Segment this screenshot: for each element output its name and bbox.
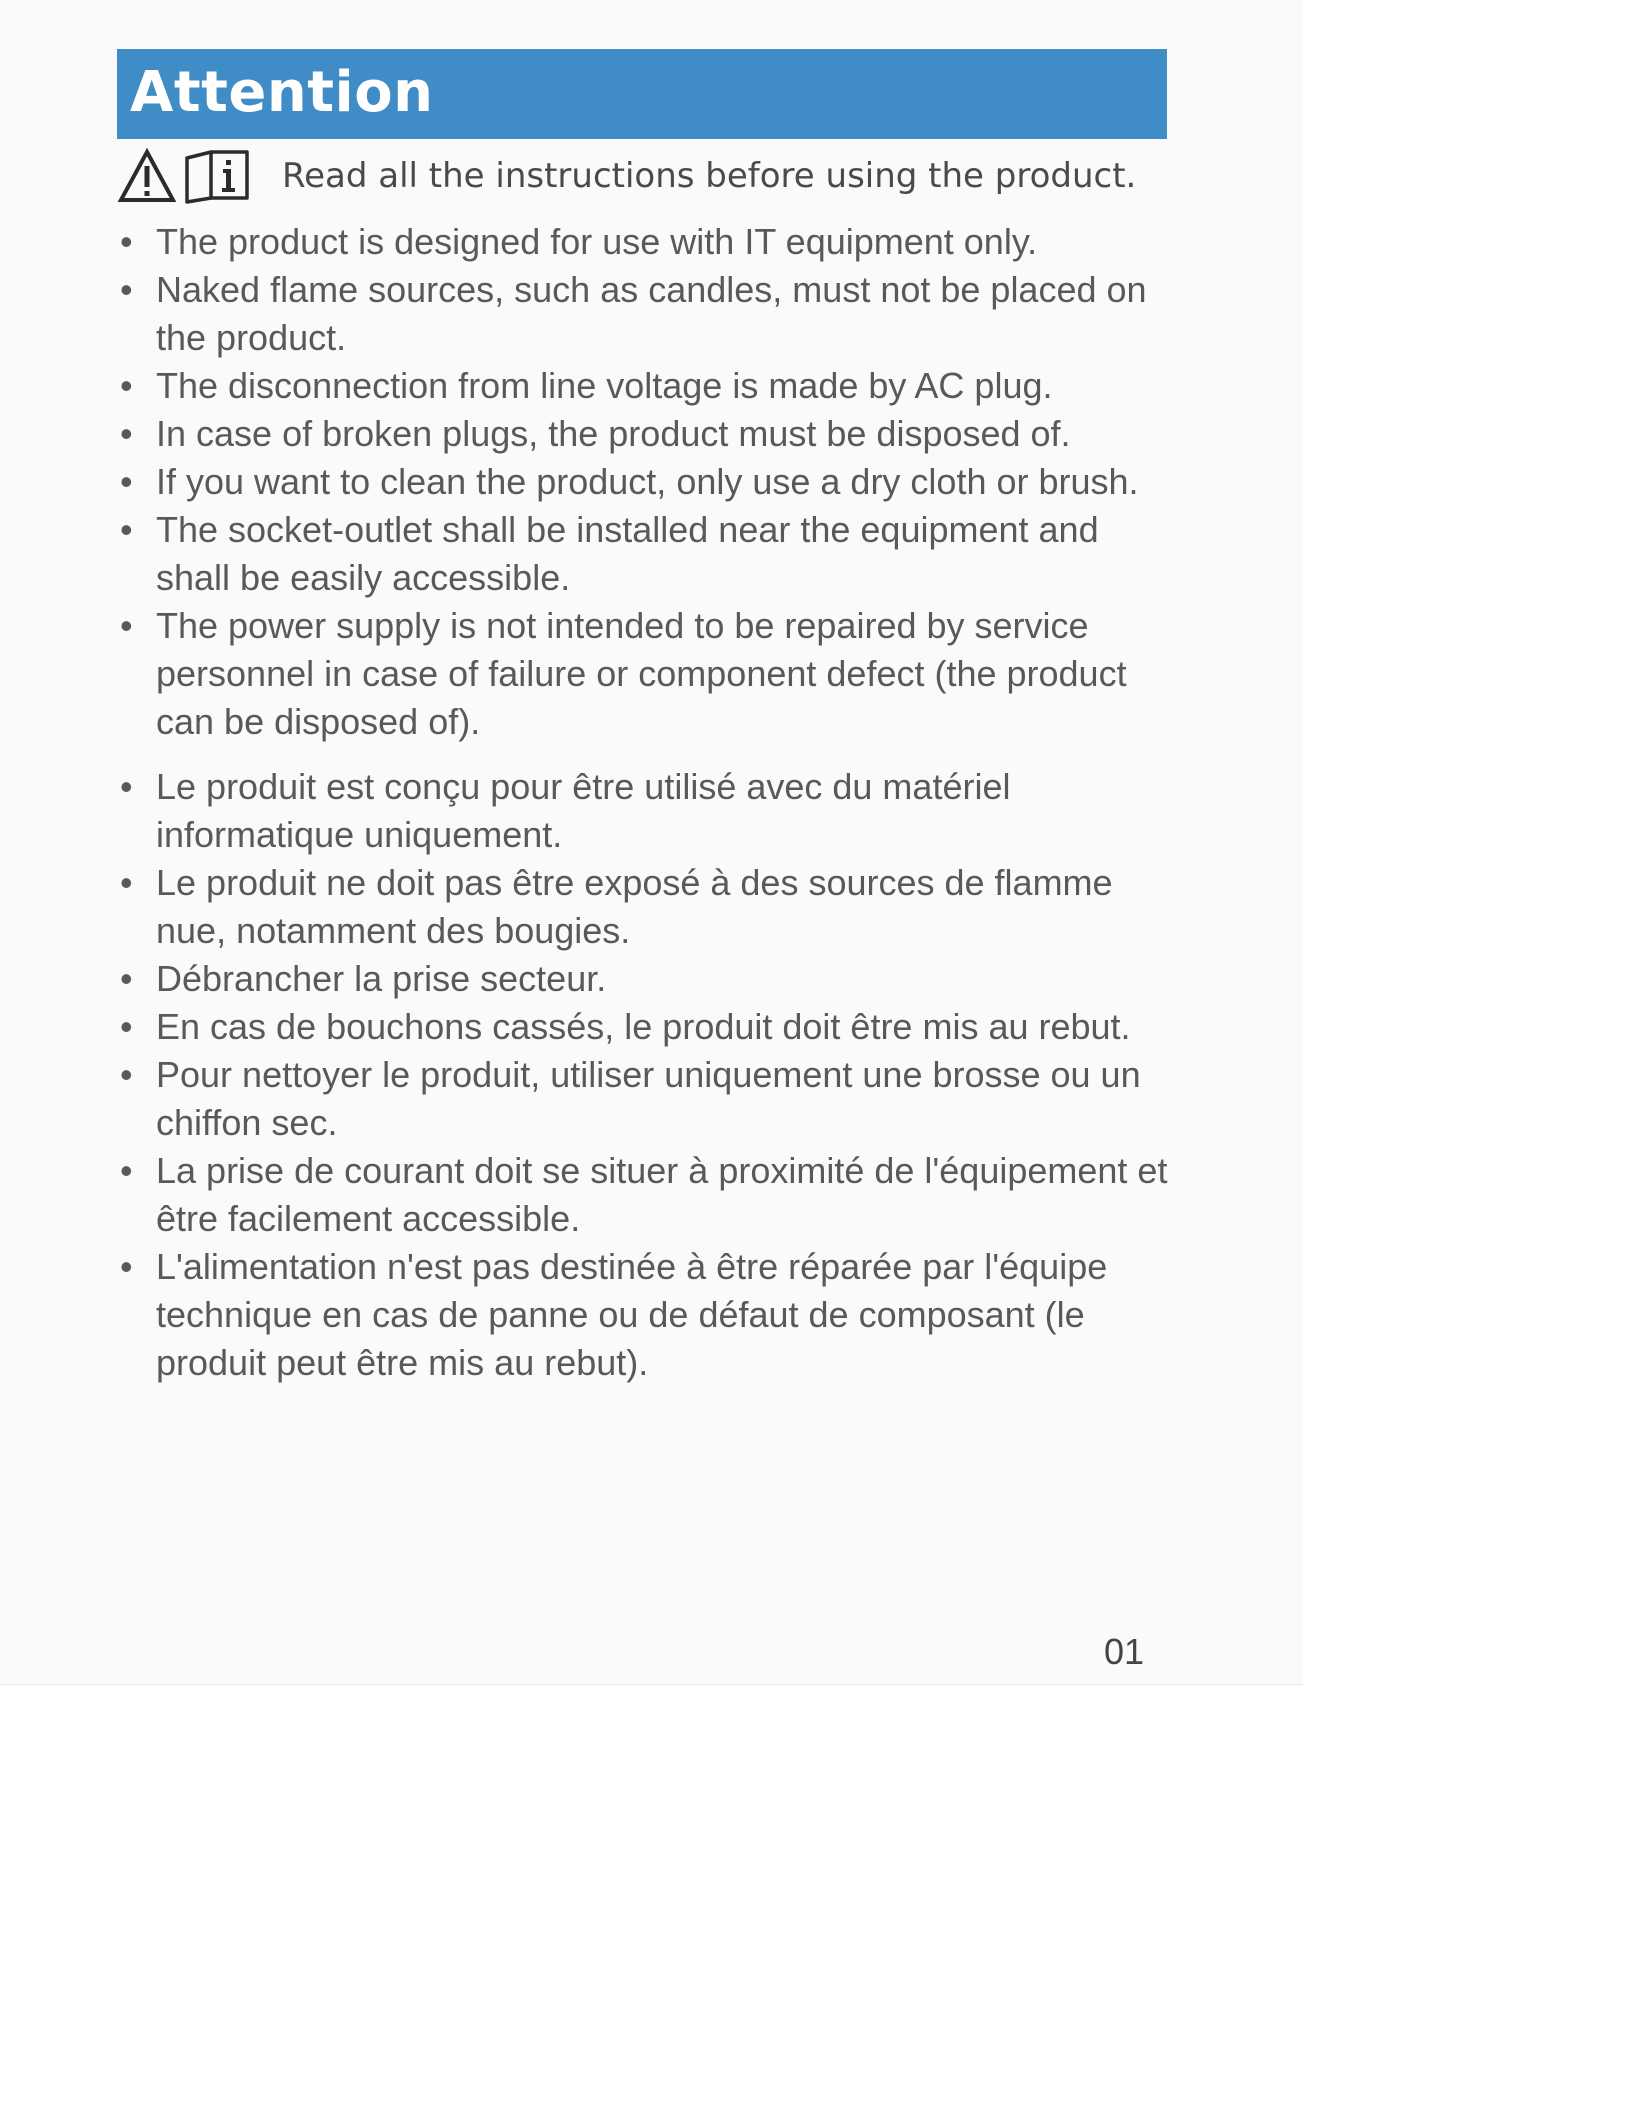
- attention-title: Attention: [130, 60, 434, 125]
- bullet: •: [120, 1006, 133, 1047]
- bullet: •: [120, 862, 133, 903]
- list-item-text: Le produit est conçu pour être utilisé avec du matériel informatique uniquement.: [156, 766, 1011, 855]
- french-safety-list: [117, 763, 1177, 1387]
- read-instructions-notice: [117, 146, 1136, 206]
- bullet: •: [120, 221, 133, 262]
- list-item-text: The power supply is not intended to be repaired by service personnel in case of failure or component defect (the product can be disposed of).: [156, 605, 1127, 742]
- list-item: [117, 458, 1177, 506]
- list-item: [117, 602, 1177, 746]
- list-item: [117, 218, 1177, 266]
- list-item-text: The socket-outlet shall be installed near the equipment and shall be easily accessible.: [156, 509, 1099, 598]
- warning-triangle-icon: [117, 148, 177, 204]
- bullet: •: [120, 269, 133, 310]
- list-item-text: The product is designed for use with IT equipment only.: [156, 221, 1038, 262]
- bullet: •: [120, 605, 133, 646]
- list-item-text: Naked flame sources, such as candles, must not be placed on the product.: [156, 269, 1147, 358]
- list-item: [117, 859, 1177, 955]
- list-item-text: If you want to clean the product, only use a dry cloth or brush.: [156, 461, 1139, 502]
- list-item-text: En cas de bouchons cassés, le produit doit être mis au rebut.: [156, 1006, 1131, 1047]
- list-item-text: Débrancher la prise secteur.: [156, 958, 607, 999]
- list-item-text: L'alimentation n'est pas destinée à être réparée par l'équipe technique en cas de panne ou de défaut de composant (le produit peut être mis au rebut).: [156, 1246, 1108, 1383]
- bullet: •: [120, 958, 133, 999]
- list-item: [117, 506, 1177, 602]
- list-item: [117, 1003, 1177, 1051]
- bullet: •: [120, 413, 133, 454]
- list-item: [117, 410, 1177, 458]
- page-number: 01: [1104, 1631, 1145, 1672]
- list-item-text: Pour nettoyer le produit, utiliser uniquement une brosse ou un chiffon sec.: [156, 1054, 1141, 1143]
- bullet: •: [120, 1054, 133, 1095]
- read-instructions-text: Read all the instructions before using the product.: [282, 156, 1137, 196]
- list-item: [117, 1147, 1177, 1243]
- english-safety-list: [117, 218, 1177, 746]
- attention-header: [117, 49, 1167, 139]
- list-item-text: In case of broken plugs, the product must be disposed of.: [156, 413, 1071, 454]
- bullet: •: [120, 1150, 133, 1191]
- list-item: [117, 955, 1177, 1003]
- scan-bottom-edge: [0, 1684, 1303, 1685]
- list-item-text: Le produit ne doit pas être exposé à des sources de flamme nue, notamment des bougies.: [156, 862, 1113, 951]
- list-item: [117, 362, 1177, 410]
- bullet: •: [120, 509, 133, 550]
- bullet: •: [120, 766, 133, 807]
- list-item: [117, 763, 1177, 859]
- bullet: •: [120, 365, 133, 406]
- list-item-text: The disconnection from line voltage is made by AC plug.: [156, 365, 1053, 406]
- bullet: •: [120, 1246, 133, 1287]
- list-item-text: La prise de courant doit se situer à proximité de l'équipement et être facilement accessible.: [156, 1150, 1168, 1239]
- list-item: [117, 1243, 1177, 1387]
- manual-info-icon: [183, 148, 251, 204]
- bullet: •: [120, 461, 133, 502]
- list-item: [117, 1051, 1177, 1147]
- list-item: [117, 266, 1177, 362]
